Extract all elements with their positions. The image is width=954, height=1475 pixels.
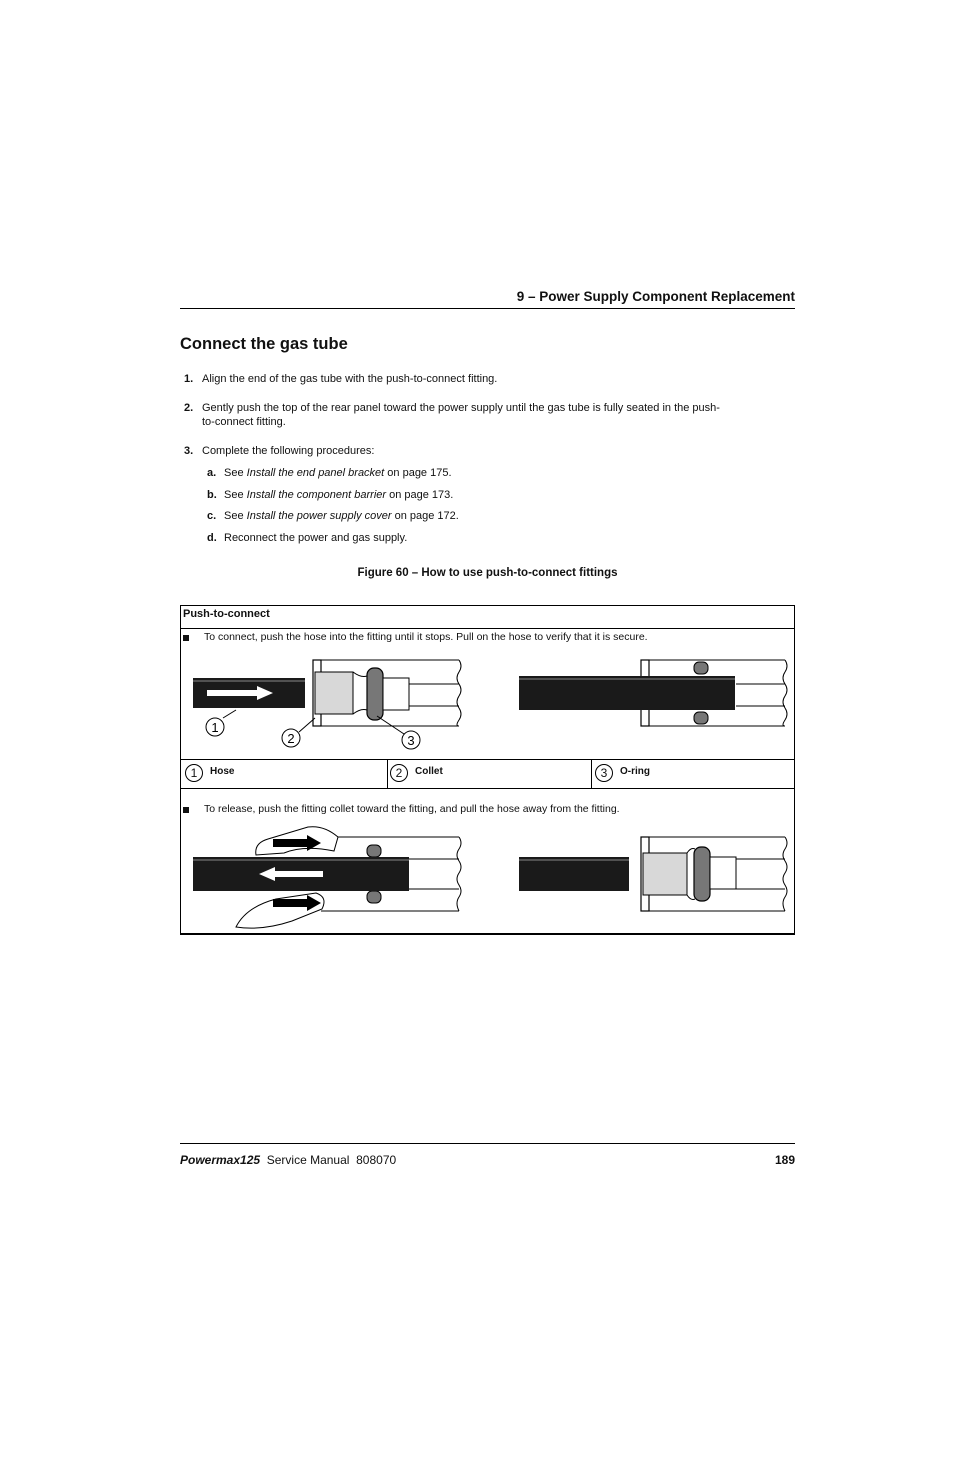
footer-rule: [180, 1143, 795, 1144]
cross-reference-link[interactable]: Install the end panel bracket: [246, 467, 385, 479]
step-text: Gently push the top of the rear panel toward the power supply until the gas tube is fully seated in the push-to-connect fitting.: [202, 402, 720, 428]
collet-image: [315, 672, 353, 714]
substep-number: b.: [207, 489, 217, 501]
hose-released-image: [519, 857, 629, 891]
release-illustration: [181, 823, 793, 931]
cross-reference-link[interactable]: Install the power supply cover: [246, 510, 392, 522]
substep-post: on page 173.: [386, 489, 454, 501]
callout-2-label: 2: [287, 731, 295, 746]
substep-pre: See: [224, 467, 247, 479]
callout-3-label: 3: [407, 733, 415, 748]
substep-text: [224, 509, 459, 523]
legend-bottom-rule: [181, 788, 794, 789]
substep-post: on page 175.: [384, 467, 452, 479]
step-number: 2.: [184, 402, 194, 414]
footer-manual: Service Manual: [266, 1153, 350, 1167]
o-ring-image: [367, 668, 383, 720]
connect-illustration: [181, 650, 793, 760]
legend-callout-2: 2: [390, 764, 408, 782]
substep-text: [224, 531, 407, 545]
footer-part-number: 808070: [356, 1153, 397, 1167]
substep-text: [224, 488, 453, 502]
legend-callout-1: 1: [185, 764, 203, 782]
footer-document-info: [180, 1153, 396, 1167]
legend-label-collet: Collet: [415, 766, 443, 777]
cross-reference-link[interactable]: Install the component barrier: [246, 489, 387, 501]
chapter-title: 9 – Power Supply Component Replacement: [516, 289, 795, 304]
figure-caption: Figure 60 – How to use push-to-connect fittings: [357, 567, 618, 579]
legend-label-hose: Hose: [210, 766, 235, 777]
legend-divider: [387, 759, 388, 788]
step-text: Complete the following procedures:: [202, 445, 375, 457]
o-ring-image: [694, 847, 710, 901]
legend-top-rule: [181, 759, 794, 760]
substep-pre: Reconnect the power and gas supply.: [224, 532, 408, 544]
step-text: Align the end of the gas tube with the push-to-connect fitting.: [202, 373, 498, 385]
release-instruction: To release, push the fitting collet toward the fitting, and pull the hose away from the fitting.: [204, 803, 620, 815]
step-number: 1.: [184, 373, 194, 385]
substep-post: on page 172.: [391, 510, 459, 522]
figure-heading: Push-to-connect: [183, 608, 270, 620]
substep-number: a.: [207, 467, 217, 479]
legend-label-o-ring: O-ring: [620, 766, 650, 777]
footer-brand: Powermax125: [180, 1153, 261, 1167]
connect-instruction: To connect, push the hose into the fitting until it stops. Pull on the hose to verify that it is secure.: [204, 631, 648, 643]
collet-image: [643, 853, 687, 895]
bullet-icon: [183, 635, 189, 641]
hose-inserted-image: [519, 676, 735, 710]
substep-number: c.: [207, 510, 217, 522]
legend-divider: [591, 759, 592, 788]
row-divider: [181, 628, 794, 629]
substep-pre: See: [224, 489, 247, 501]
bullet-icon: [183, 807, 189, 813]
substep-number: d.: [207, 532, 217, 544]
step-number: 3.: [184, 445, 194, 457]
section-title: Connect the gas tube: [180, 335, 348, 353]
header-rule: [180, 308, 795, 309]
page-number: 189: [774, 1153, 795, 1167]
callout-1-label: 1: [211, 720, 219, 735]
legend-callout-3: 3: [595, 764, 613, 782]
substep-pre: See: [224, 510, 247, 522]
substep-text: [224, 466, 452, 480]
